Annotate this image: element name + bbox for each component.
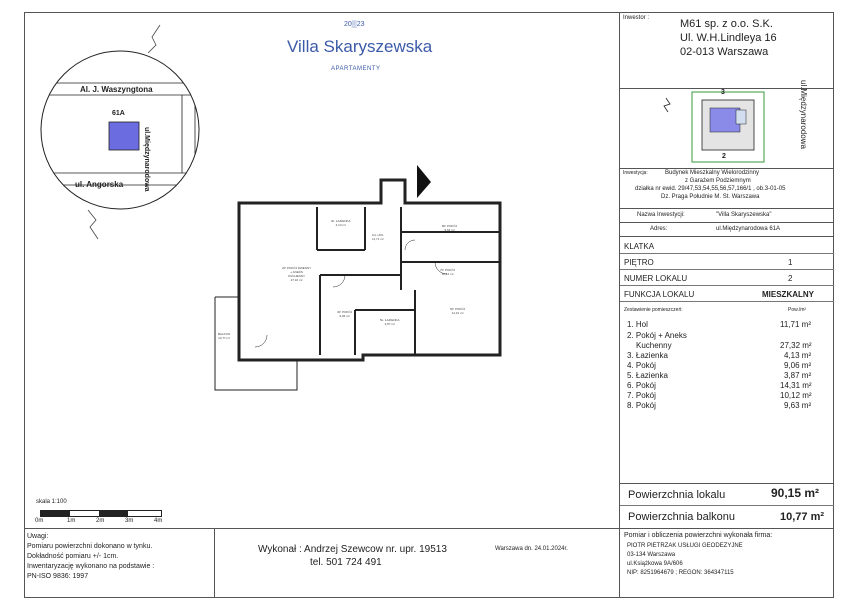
- balcony-area-value: 10,77 m²: [780, 511, 825, 523]
- siteplan-label-top: 3: [721, 89, 725, 96]
- surveyor-line-1: PIOTR PIETRZAK USŁUGI GEODEZYJNE: [627, 543, 743, 549]
- unit-info-rule: [620, 285, 834, 286]
- notes-line-1: Pomiaru powierzchni dokonano w tynku.: [27, 543, 153, 550]
- notes-line-4: PN-ISO 9836: 1997: [27, 573, 89, 580]
- room-row-area: 27,32 m²: [780, 341, 812, 350]
- room-4-label: 4P. POKÓJ 9,06 m²: [337, 310, 353, 318]
- totals-divider: [619, 483, 834, 484]
- unit-area-value: 90,15 m²: [771, 486, 820, 500]
- notes-divider: [214, 528, 215, 598]
- room-6-label: 6P. POKÓJ 14,31 m²: [450, 307, 466, 315]
- building-61a: [109, 122, 139, 150]
- unit-info-label-0: KLATKA: [624, 242, 655, 251]
- scale-tick-0: 0m: [35, 518, 44, 524]
- address-divider: [619, 236, 834, 237]
- site-plan: [650, 90, 780, 166]
- investment-line-2: z Garażem Podziemnym: [685, 178, 751, 184]
- right-column-divider: [619, 12, 620, 598]
- room-5-label: 5Ł. ŁAZIENKA 3,87 m²: [380, 318, 400, 326]
- room-row-name: 8. Pokój: [627, 401, 656, 410]
- scale-tick-3: 3m: [125, 518, 134, 524]
- scale-tick-2: 2m: [96, 518, 105, 524]
- room-row-name: 3. Łazienka: [627, 351, 668, 360]
- name-divider: [619, 222, 834, 223]
- author-phone: tel. 501 724 491: [310, 557, 382, 568]
- project-subtitle: APARTAMENTY: [331, 66, 381, 72]
- scale-tick-4: 4m: [154, 518, 163, 524]
- room-row-name: 7. Pokój: [627, 391, 656, 400]
- room-8-label: 8P. POKÓJ 9,63 m²: [442, 224, 458, 232]
- investment-divider: [619, 208, 834, 209]
- investment-label: Inwestycja:: [623, 170, 648, 176]
- room-7-label: 7P. POKÓJ 10,12 m²: [440, 268, 456, 276]
- unit-info-rule: [620, 253, 834, 254]
- building-label: 61A: [112, 110, 125, 117]
- surveyor-line-4: NIP: 8251964679 ; REGON: 364347115: [627, 570, 734, 576]
- totals-rule: [620, 505, 834, 506]
- unit-info-value-1: 1: [788, 258, 793, 267]
- room-row-name: Kuchenny: [636, 341, 672, 350]
- unit-info-label-1: PIĘTRO: [624, 258, 654, 267]
- author-date: Warszawa dn. 24.01.2024r.: [495, 546, 568, 552]
- room-row-name: 6. Pokój: [627, 381, 656, 390]
- street-right: ul.Międzynarodowa: [143, 127, 150, 192]
- room-row-name: 1. Hol: [627, 320, 648, 329]
- rooms-header-left: Zestawienie pomieszczeń:: [624, 307, 683, 313]
- siteplan-label-bottom: 2: [722, 153, 726, 160]
- address-label: Adres:: [650, 226, 668, 232]
- investment-line-3: działka nr ewid. 29/47,53,54,55,56,57,166/1 , ob.3-01-05: [635, 186, 786, 192]
- rooms-header-right: Pow./m²: [788, 307, 807, 313]
- street-top: Al. J. Waszyngtona: [80, 85, 153, 94]
- scale-label: skala 1:100: [36, 499, 67, 505]
- surveyor-line-2: 03-134 Warszawa: [627, 552, 676, 558]
- investor-line-3: 02-013 Warszawa: [680, 46, 769, 58]
- investment-line-1: Budynek Mieszkalny Wielorodzinny: [665, 170, 760, 176]
- investor-line-1: M61 sp. z o.o. S.K.: [680, 18, 773, 30]
- room-1-label: 1H. HOL 11,71 m²: [372, 233, 384, 241]
- bottom-divider: [24, 528, 620, 529]
- surveyor-line-3: ul.Książkowa 9A/606: [627, 561, 683, 567]
- project-name: Villa Skaryszewska: [287, 37, 433, 56]
- author-line: Wykonał : Andrzej Szewcow nr. upr. 19513: [258, 544, 447, 555]
- room-row-area: 9,63 m²: [784, 401, 812, 410]
- balcony-label: BALKON 10,77 m²: [218, 332, 231, 340]
- year-logo: 20▒23: [344, 21, 365, 28]
- unit-info-rule: [620, 301, 834, 302]
- room-row-area: 10,12 m²: [780, 391, 812, 400]
- room-row-area: 11,71 m²: [780, 320, 811, 329]
- unit-info-value-3: MIESZKALNY: [762, 290, 814, 299]
- investor-label: Inwestor :: [623, 15, 650, 21]
- investment-line-4: Dz. Praga Południe M. St. Warszawa: [661, 194, 760, 200]
- siteplan-street: ul.Międzynarodowa: [799, 80, 808, 149]
- room-2-label: 2P. POKÓJ DZIENNY + ANEKS KUCHENNY 27,32 m²: [282, 266, 312, 282]
- notes-line-3: Inwentaryzację wykonano na podstawie :: [27, 563, 155, 570]
- unit-info-label-2: NUMER LOKALU: [624, 274, 688, 283]
- balcony-area-label: Powierzchnia balkonu: [628, 511, 736, 523]
- siteplan-divider: [619, 168, 834, 169]
- floor-plan: [205, 160, 515, 400]
- notes-line-2: Dokładność pomiaru +/- 1cm.: [27, 553, 119, 560]
- surveyor-label: Pomiar i obliczenia powierzchni wykonała firma:: [624, 532, 773, 539]
- street-bottom: ul. Angorska: [75, 180, 124, 189]
- room-row-area: 9,06 m²: [784, 361, 812, 370]
- room-row-name: 2. Pokój + Aneks: [627, 331, 687, 340]
- address-value: ul.Międzynarodowa 61A: [716, 226, 781, 232]
- scale-bar: [40, 510, 162, 517]
- unit-info-rule: [620, 269, 834, 270]
- investor-line-2: Ul. W.H.Lindleya 16: [680, 32, 777, 44]
- room-row-area: 4,13 m²: [784, 351, 812, 360]
- surveyor-divider: [619, 528, 834, 529]
- room-row-name: 5. Łazienka: [627, 371, 668, 380]
- scale-tick-1: 1m: [67, 518, 76, 524]
- room-row-area: 14,31 m²: [780, 381, 812, 390]
- room-row-name: 4. Pokój: [627, 361, 656, 370]
- unit-info-label-3: FUNKCJA LOKALU: [624, 290, 695, 299]
- notes-title: Uwagi:: [27, 533, 49, 540]
- investment-name-label: Nazwa Inwestycji:: [637, 212, 685, 218]
- unit-info-value-2: 2: [788, 274, 793, 283]
- room-3-label: 3Ł. ŁAZIENKA 4,13 m²: [331, 219, 351, 227]
- investment-name-value: "Villa Skaryszewska": [716, 212, 772, 218]
- room-row-area: 3,87 m²: [784, 371, 812, 380]
- unit-area-label: Powierzchnia lokalu: [628, 489, 726, 501]
